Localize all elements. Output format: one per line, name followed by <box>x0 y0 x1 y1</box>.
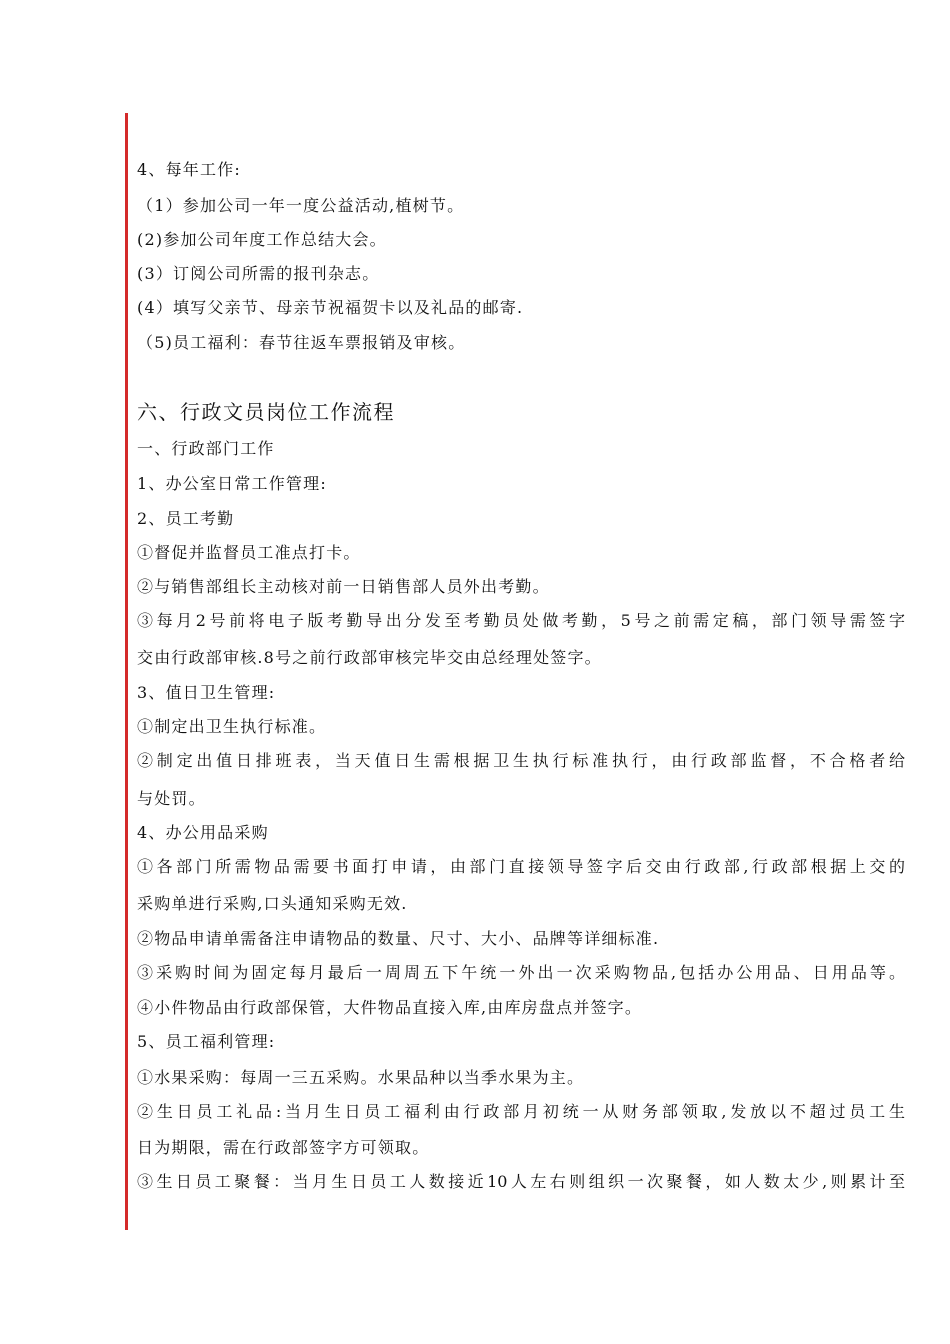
section-subtitle: 一、行政部门工作 <box>137 439 275 458</box>
welfare-point-1: ①水果采购：每周一三五采购。水果品种以当季水果为主。 <box>137 1068 585 1087</box>
item-employee-welfare: 5、员工福利管理: <box>137 1032 276 1051</box>
hygiene-point-1: ①制定出卫生执行标准。 <box>137 717 327 736</box>
margin-rule <box>125 113 128 1230</box>
item-office-management: 1、办公室日常工作管理: <box>137 474 327 493</box>
item-office-supplies: 4、办公用品采购 <box>137 823 269 842</box>
yearly-work-heading: 4、每年工作: <box>137 160 241 179</box>
item-attendance: 2、员工考勤 <box>137 509 235 528</box>
hygiene-point-2-line-2: 与处罚。 <box>137 789 206 808</box>
item-duty-hygiene: 3、值日卫生管理: <box>137 683 276 702</box>
supplies-point-4: ④小件物品由行政部保管，大件物品直接入库,由库房盘点并签字。 <box>137 998 643 1017</box>
yearly-item-4: (4）填写父亲节、母亲节祝福贺卡以及礼品的邮寄. <box>137 298 524 317</box>
yearly-item-5: （5)员工福利：春节往返车票报销及审核。 <box>137 333 466 352</box>
welfare-point-2-line-1: ②生日员工礼品:当月生日员工福利由行政部月初统一从财务部领取,发放以不超过员工生 <box>137 1102 905 1121</box>
supplies-point-1-line-2: 采购单进行采购,口头通知采购无效. <box>137 894 408 913</box>
supplies-point-2: ②物品申请单需备注申请物品的数量、尺寸、大小、品牌等详细标准. <box>137 929 660 948</box>
attendance-point-3-line-1: ③每月2号前将电子版考勤导出分发至考勤员处做考勤，5号之前需定稿，部门领导需签字 <box>137 611 905 630</box>
attendance-point-2: ②与销售部组长主动核对前一日销售部人员外出考勤。 <box>137 577 550 596</box>
attendance-point-3-line-2: 交由行政部审核.8号之前行政部审核完毕交由总经理处签字。 <box>137 648 602 667</box>
welfare-point-2-line-2: 日为期限，需在行政部签字方可领取。 <box>137 1138 430 1157</box>
yearly-item-1: （1）参加公司一年一度公益活动,植树节。 <box>137 196 465 215</box>
supplies-point-3: ③采购时间为固定每月最后一周周五下午统一外出一次采购物品,包括办公用品、日用品等。 <box>137 963 905 982</box>
yearly-item-2: (2)参加公司年度工作总结大会。 <box>137 230 387 249</box>
supplies-point-1-line-1: ①各部门所需物品需要书面打申请，由部门直接领导签字后交由行政部,行政部根据上交的 <box>137 857 905 876</box>
welfare-point-3-line-1: ③生日员工聚餐：当月生日员工人数接近10人左右则组织一次聚餐，如人数太少,则累计至 <box>137 1172 905 1191</box>
hygiene-point-2-line-1: ②制定出值日排班表，当天值日生需根据卫生执行标准执行，由行政部监督，不合格者给 <box>137 751 905 770</box>
section-title: 六、行政文员岗位工作流程 <box>137 400 395 424</box>
attendance-point-1: ①督促并监督员工准点打卡。 <box>137 543 361 562</box>
yearly-item-3: (3）订阅公司所需的报刊杂志。 <box>137 264 380 283</box>
